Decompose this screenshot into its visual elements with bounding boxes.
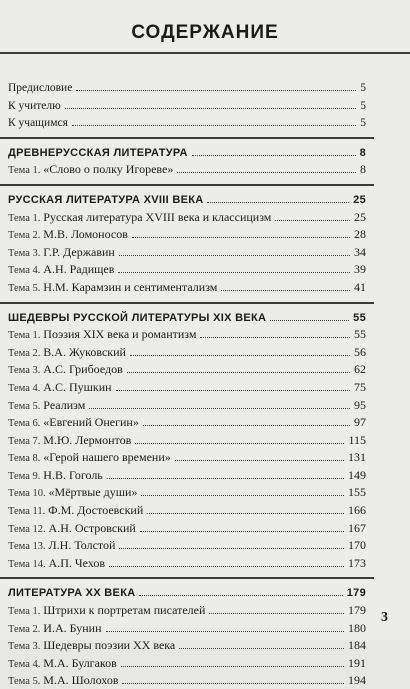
topic-number: Тема 5. bbox=[8, 400, 41, 412]
topic-entry bbox=[8, 671, 366, 689]
topic-number: Тема 4. bbox=[8, 382, 41, 394]
dot-leader bbox=[65, 96, 357, 109]
topic-title: М.Ю. Лермонтов bbox=[43, 432, 132, 447]
section-divider bbox=[0, 137, 374, 139]
topic-label bbox=[8, 261, 116, 278]
topic-label bbox=[8, 226, 130, 243]
entry-page: 5 bbox=[360, 99, 366, 112]
entry-page: 131 bbox=[348, 450, 366, 465]
entry-page: 180 bbox=[348, 620, 366, 635]
topic-number: Тема 2. bbox=[8, 623, 41, 635]
topic-number: Тема 3. bbox=[8, 365, 41, 377]
topic-number: Тема 3. bbox=[8, 641, 41, 653]
topic-number: Тема 5. bbox=[8, 676, 41, 688]
topic-number: Тема 8. bbox=[8, 453, 41, 465]
entry-page: 191 bbox=[348, 655, 366, 670]
topic-number: Тема 13. bbox=[8, 541, 46, 553]
topic-entry bbox=[8, 225, 366, 243]
topic-title: «Мёртвые души» bbox=[48, 485, 138, 500]
topic-number: Тема 5. bbox=[8, 282, 41, 294]
topic-label bbox=[8, 602, 207, 619]
dot-leader bbox=[143, 413, 350, 426]
entry-page: 115 bbox=[348, 432, 366, 447]
entry-page: 166 bbox=[348, 503, 366, 518]
topic-title: Поэзия XIX века и романтизм bbox=[43, 327, 197, 342]
topic-title: Русская литература XVIII века и классицизм bbox=[43, 209, 272, 224]
topic-entry bbox=[8, 413, 366, 431]
dot-leader bbox=[141, 483, 344, 496]
topic-title: Г.Р. Державин bbox=[43, 244, 115, 259]
topic-label bbox=[8, 555, 107, 572]
dot-leader bbox=[275, 208, 350, 221]
dot-leader bbox=[139, 583, 342, 596]
topic-title: «Евгений Онегин» bbox=[43, 415, 139, 430]
section-heading: РУССКАЯ ЛИТЕРАТУРА XVIII ВЕКА bbox=[8, 193, 204, 206]
entry-page: 97 bbox=[354, 415, 366, 430]
dot-leader bbox=[200, 325, 350, 338]
topic-number: Тема 11. bbox=[8, 506, 46, 518]
entry-page: 28 bbox=[354, 227, 366, 242]
topic-entry bbox=[8, 208, 366, 226]
section-heading: ШЕДЕВРЫ РУССКОЙ ЛИТЕРАТУРЫ XIX ВЕКА bbox=[8, 311, 267, 324]
entry-page: 62 bbox=[354, 362, 366, 377]
entry-page: 184 bbox=[348, 638, 366, 653]
topic-entry bbox=[8, 554, 366, 572]
entry-page: 56 bbox=[354, 344, 366, 359]
topic-label bbox=[8, 344, 128, 361]
dot-leader bbox=[175, 448, 344, 461]
dot-leader bbox=[109, 554, 344, 567]
topic-title: Шедевры поэзии XX века bbox=[43, 638, 176, 653]
topic-entry bbox=[8, 448, 366, 466]
dot-leader bbox=[179, 636, 344, 649]
dot-leader bbox=[132, 225, 350, 238]
topic-entry bbox=[8, 536, 366, 554]
topic-entry bbox=[8, 278, 366, 296]
dot-leader bbox=[107, 466, 344, 479]
topic-number: Тема 3. bbox=[8, 247, 41, 259]
entry-page: 155 bbox=[348, 485, 366, 500]
dot-leader bbox=[221, 278, 350, 291]
entry-page: 149 bbox=[348, 467, 366, 482]
topic-entry bbox=[8, 325, 366, 343]
topic-label bbox=[8, 672, 120, 689]
topic-number: Тема 1. bbox=[8, 330, 41, 342]
topic-title: Н.М. Карамзин и сентиментализм bbox=[43, 279, 218, 294]
section-heading: ДРЕВНЕРУССКАЯ ЛИТЕРАТУРА bbox=[8, 146, 188, 159]
dot-leader bbox=[106, 619, 345, 632]
topic-entry bbox=[8, 260, 366, 278]
topic-title: М.А. Шолохов bbox=[43, 673, 119, 688]
topic-title: В.А. Жуковский bbox=[43, 344, 126, 359]
topic-title: Н.В. Гоголь bbox=[43, 467, 103, 482]
dot-leader bbox=[177, 160, 356, 173]
topic-number: Тема 6. bbox=[8, 418, 41, 430]
topic-entry bbox=[8, 360, 366, 378]
entry-page: 5 bbox=[360, 82, 366, 94]
sections-container bbox=[8, 137, 366, 689]
toc-entry bbox=[8, 78, 366, 96]
section-heading-entry bbox=[8, 143, 366, 161]
dot-leader bbox=[192, 143, 356, 156]
topic-title: Штрихи к портретам писателей bbox=[43, 603, 206, 618]
topic-title: А.Н. Радищев bbox=[43, 262, 115, 277]
topic-number: Тема 7. bbox=[8, 435, 41, 447]
topic-entry bbox=[8, 378, 366, 396]
topic-label bbox=[8, 209, 273, 226]
topic-number: Тема 1. bbox=[8, 212, 41, 224]
entry-page: 55 bbox=[353, 311, 366, 324]
dot-leader bbox=[130, 343, 350, 356]
topic-title: И.А. Бунин bbox=[43, 620, 102, 635]
dot-leader bbox=[140, 519, 344, 532]
page-number: 3 bbox=[381, 610, 388, 625]
topic-label bbox=[8, 655, 119, 672]
entry-page: 8 bbox=[359, 146, 366, 159]
topic-entry bbox=[8, 654, 366, 672]
entry-page: 167 bbox=[348, 520, 366, 535]
topic-title: А.С. Грибоедов bbox=[43, 362, 123, 377]
topic-title: Л.Н. Толстой bbox=[48, 538, 116, 553]
dot-leader bbox=[127, 360, 350, 373]
topic-label bbox=[8, 161, 175, 178]
dot-leader bbox=[121, 654, 344, 667]
dot-leader bbox=[116, 378, 350, 391]
entry-page: 5 bbox=[360, 117, 366, 130]
entry-page: 34 bbox=[354, 244, 366, 259]
topic-number: Тема 2. bbox=[8, 347, 41, 359]
dot-leader bbox=[72, 113, 356, 126]
section-divider bbox=[0, 577, 374, 579]
entry-page: 41 bbox=[354, 279, 366, 294]
topic-label bbox=[8, 449, 173, 466]
entry-page: 25 bbox=[353, 193, 366, 206]
intro-section bbox=[8, 78, 366, 131]
section-heading: ЛИТЕРАТУРА XX ВЕКА bbox=[8, 587, 136, 600]
entry-page: 25 bbox=[354, 209, 366, 224]
topic-label bbox=[8, 414, 141, 431]
entry-page: 170 bbox=[348, 538, 366, 553]
toc-section bbox=[8, 583, 366, 689]
topic-number: Тема 2. bbox=[8, 230, 41, 242]
entry-label: К учителю bbox=[8, 99, 61, 112]
topic-label bbox=[8, 620, 104, 637]
topic-title: «Слово о полку Игореве» bbox=[43, 162, 174, 177]
dot-leader bbox=[209, 601, 344, 614]
topic-entry bbox=[8, 519, 366, 537]
topic-title: М.А. Булгаков bbox=[43, 655, 117, 670]
topic-label bbox=[8, 467, 105, 484]
toc-entry bbox=[8, 113, 366, 131]
topic-label bbox=[8, 244, 117, 261]
dot-leader bbox=[118, 260, 350, 273]
entry-page: 8 bbox=[360, 162, 366, 177]
topic-label bbox=[8, 326, 198, 343]
topic-entry bbox=[8, 501, 366, 519]
topic-entry bbox=[8, 160, 366, 178]
topic-entry bbox=[8, 466, 366, 484]
topic-entry bbox=[8, 483, 366, 501]
topic-number: Тема 4. bbox=[8, 658, 41, 670]
entry-page: 194 bbox=[348, 673, 366, 688]
dot-leader bbox=[135, 431, 344, 444]
topic-entry bbox=[8, 431, 366, 449]
topic-entry bbox=[8, 601, 366, 619]
dot-leader bbox=[76, 78, 356, 91]
topic-title: Реализм bbox=[43, 397, 86, 412]
topic-title: М.В. Ломоносов bbox=[43, 227, 128, 242]
entry-label: Предисловие bbox=[8, 82, 73, 94]
entry-page: 179 bbox=[346, 587, 366, 600]
page-title: СОДЕРЖАНИЕ bbox=[131, 22, 279, 43]
topic-title: А.П. Чехов bbox=[48, 555, 106, 570]
topic-label bbox=[8, 520, 138, 537]
topic-entry bbox=[8, 619, 366, 637]
topic-label bbox=[8, 279, 219, 296]
section-divider bbox=[0, 302, 374, 304]
topic-entry bbox=[8, 243, 366, 261]
table-of-contents bbox=[8, 78, 366, 689]
topic-label bbox=[8, 502, 145, 519]
toc-section bbox=[8, 190, 366, 296]
topic-number: Тема 4. bbox=[8, 265, 41, 277]
dot-leader bbox=[147, 501, 344, 514]
topic-number: Тема 12. bbox=[8, 523, 46, 535]
section-heading-entry bbox=[8, 308, 366, 326]
entry-page: 179 bbox=[348, 603, 366, 618]
title-area bbox=[0, 22, 410, 44]
topic-title: А.С. Пушкин bbox=[43, 379, 112, 394]
entry-page: 95 bbox=[354, 397, 366, 412]
section-heading-entry bbox=[8, 583, 366, 601]
dot-leader bbox=[89, 396, 350, 409]
dot-leader bbox=[207, 190, 349, 203]
topic-label bbox=[8, 537, 117, 554]
topic-entry bbox=[8, 396, 366, 414]
entry-page: 39 bbox=[354, 262, 366, 277]
topic-number: Тема 9. bbox=[8, 470, 41, 482]
topic-label bbox=[8, 361, 125, 378]
topic-number: Тема 1. bbox=[8, 606, 41, 618]
title-rule bbox=[0, 52, 410, 54]
topic-number: Тема 10. bbox=[8, 488, 46, 500]
dot-leader bbox=[119, 536, 344, 549]
toc-entry bbox=[8, 96, 366, 114]
entry-page: 55 bbox=[354, 327, 366, 342]
topic-label bbox=[8, 432, 133, 449]
topic-number: Тема 14. bbox=[8, 558, 46, 570]
topic-label bbox=[8, 484, 139, 501]
topic-label bbox=[8, 379, 114, 396]
section-heading-entry bbox=[8, 190, 366, 208]
dot-leader bbox=[270, 308, 349, 321]
entry-label: К учащимся bbox=[8, 117, 68, 130]
entry-page: 75 bbox=[354, 379, 366, 394]
dot-leader bbox=[119, 243, 350, 256]
section-divider bbox=[0, 184, 374, 186]
dot-leader bbox=[122, 671, 344, 684]
toc-section bbox=[8, 143, 366, 178]
topic-number: Тема 1. bbox=[8, 165, 41, 177]
topic-label bbox=[8, 397, 87, 414]
topic-entry bbox=[8, 636, 366, 654]
entry-page: 173 bbox=[348, 555, 366, 570]
topic-title: А.Н. Островский bbox=[48, 520, 136, 535]
toc-section bbox=[8, 308, 366, 572]
topic-title: Ф.М. Достоевский bbox=[48, 503, 144, 518]
topic-title: «Герой нашего времени» bbox=[43, 450, 171, 465]
topic-entry bbox=[8, 343, 366, 361]
